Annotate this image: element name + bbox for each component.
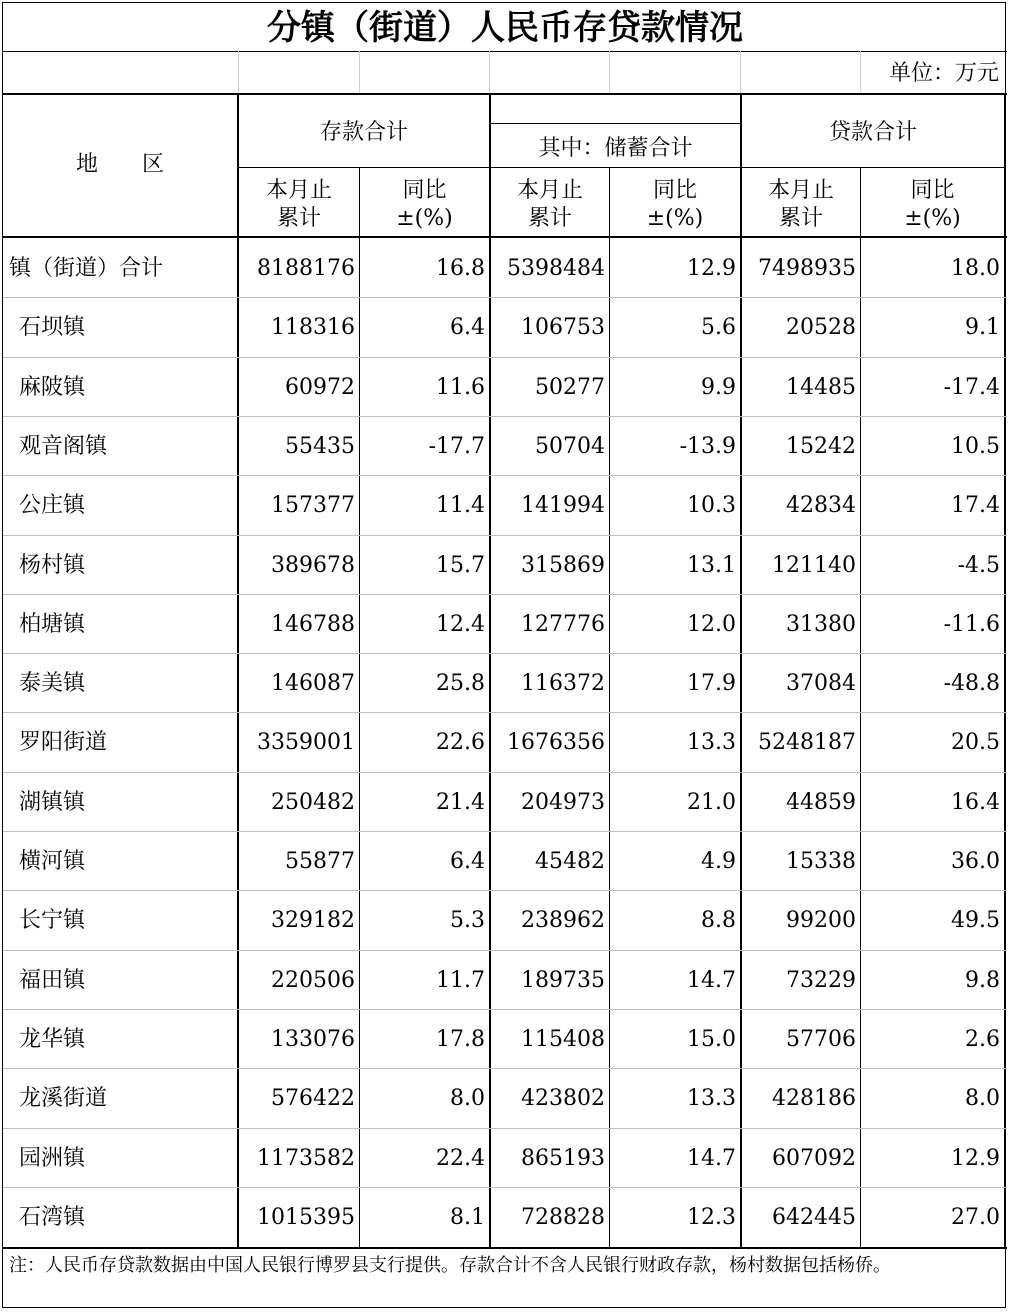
row-region-name: 麻陂镇 (19, 374, 86, 400)
table-cell: 4.9 (701, 849, 736, 874)
col-divider-right (1004, 93, 1006, 1247)
table-cell: 12.4 (436, 611, 485, 637)
table-cell: 121140 (772, 552, 856, 578)
row-region-name: 杨村镇 (19, 552, 86, 578)
table-cell: 220506 (271, 967, 355, 993)
row-region-name: 柏塘镇 (19, 611, 86, 637)
table-cell: 13.3 (687, 1086, 736, 1112)
table-cell: 17.4 (951, 493, 1000, 519)
table-cell: 5.3 (450, 908, 485, 934)
header-loan-cum: 本月止 累计 (767, 178, 834, 231)
rule-under-unit (3, 93, 1007, 95)
table-cell: 55435 (285, 433, 355, 459)
unit-row-divider (860, 51, 861, 93)
table-cell: 27.0 (951, 1204, 1000, 1230)
header-savings-cum: 本月止 累计 (516, 178, 583, 231)
table-cell: 9.1 (965, 315, 1000, 341)
table-cell: 12.9 (687, 256, 736, 281)
rule-under-headers (3, 236, 1007, 238)
table-cell: -48.8 (943, 671, 1000, 697)
table-cell: 8188176 (257, 256, 355, 281)
unit-row-divider (740, 51, 741, 93)
table-cell: 8.8 (701, 908, 736, 934)
table-cell: 157377 (271, 493, 355, 519)
row-region-name: 泰美镇 (19, 671, 86, 697)
unit-row-divider (238, 51, 239, 93)
table-cell: 118316 (271, 315, 355, 341)
table-cell: 18.0 (951, 256, 1000, 281)
table-cell: 73229 (786, 967, 856, 993)
row-region-name: 龙溪街道 (19, 1086, 108, 1112)
table-cell: 2.6 (965, 1026, 1000, 1052)
table-cell: 25.8 (436, 671, 485, 697)
table-cell: 146788 (271, 611, 355, 637)
table-cell: 1676356 (507, 730, 605, 756)
rule-savings-top (489, 123, 741, 124)
unit-label: 单位：万元 (888, 61, 999, 86)
table-cell: 607092 (772, 1145, 856, 1171)
table-cell: 12.0 (687, 611, 736, 637)
table-cell: 16.8 (436, 256, 485, 281)
table-cell: 106753 (521, 315, 605, 341)
table-cell: 22.6 (436, 730, 485, 756)
table-cell: 99200 (786, 908, 856, 934)
table-cell: 865193 (521, 1145, 605, 1171)
row-region-name: 石坝镇 (19, 315, 86, 341)
table-cell: 20528 (786, 315, 856, 341)
table-cell: 11.7 (436, 967, 485, 993)
row-region-name: 龙华镇 (19, 1026, 86, 1052)
footnote: 注：人民币存贷款数据由中国人民银行博罗县支行提供。存款合计不含人民银行财政存款，杨村数据包括杨侨。 (9, 1255, 891, 1276)
table-cell: 576422 (271, 1086, 355, 1112)
table-cell: 141994 (521, 493, 605, 519)
table-cell: 8.1 (450, 1204, 485, 1230)
header-savings-total: 其中：储蓄合计 (538, 136, 693, 161)
table-cell: 45482 (535, 849, 605, 874)
header-deposit-cum: 本月止 累计 (265, 178, 332, 231)
table-cell: -4.5 (957, 552, 1000, 578)
rule-above-note (3, 1247, 1007, 1249)
table-cell: 22.4 (436, 1145, 485, 1171)
table-cell: 17.8 (436, 1026, 485, 1052)
table-cell: 16.4 (951, 789, 1000, 815)
table-cell: 728828 (521, 1204, 605, 1230)
table-cell: 50277 (535, 374, 605, 400)
table-cell: 146087 (271, 671, 355, 697)
table-cell: 13.1 (687, 552, 736, 578)
table-cell: -17.4 (943, 374, 1000, 400)
table-cell: 204973 (521, 789, 605, 815)
rule-under-group-headers (238, 167, 1005, 168)
header-loan-total: 贷款合计 (828, 120, 917, 145)
table-cell: -13.9 (679, 433, 736, 459)
table-cell: 8.0 (965, 1086, 1000, 1112)
table-cell: 115408 (521, 1026, 605, 1052)
table-cell: 133076 (271, 1026, 355, 1052)
table-cell: 15.0 (687, 1026, 736, 1052)
table-cell: 428186 (772, 1086, 856, 1112)
header-savings-yoy: 同比 ±(%) (646, 178, 704, 231)
table-cell: 36.0 (951, 849, 1000, 874)
table-cell: 1015395 (257, 1204, 355, 1230)
table-cell: 6.4 (450, 315, 485, 341)
table-cell: 15.7 (436, 552, 485, 578)
table-cell: 60972 (285, 374, 355, 400)
table-cell: 42834 (786, 493, 856, 519)
row-region-name: 福田镇 (19, 967, 86, 993)
table-cell: 10.3 (687, 493, 736, 519)
rule-under-title (3, 51, 1007, 52)
header-loan-yoy: 同比 ±(%) (904, 178, 961, 231)
table-cell: 1173582 (257, 1145, 355, 1171)
table-cell: 8.0 (450, 1086, 485, 1112)
row-region-name: 横河镇 (19, 849, 86, 874)
table-cell: 49.5 (951, 908, 1000, 934)
table-cell: 329182 (271, 908, 355, 934)
table-cell: 44859 (786, 789, 856, 815)
table-cell: 315869 (521, 552, 605, 578)
table-cell: 9.8 (965, 967, 1000, 993)
table-cell: 12.3 (687, 1204, 736, 1230)
row-region-name: 公庄镇 (19, 493, 86, 519)
table-cell: 642445 (772, 1204, 856, 1230)
row-region-name: 园洲镇 (19, 1145, 86, 1171)
row-region-name: 长宁镇 (19, 908, 86, 934)
row-region-name: 湖镇镇 (19, 789, 86, 815)
table-cell: 9.9 (701, 374, 736, 400)
header-region: 地 区 (75, 152, 164, 177)
table-cell: 17.9 (687, 671, 736, 697)
table-cell: 21.0 (687, 789, 736, 815)
unit-row-divider (609, 51, 610, 93)
table-cell: 50704 (535, 433, 605, 459)
row-region-name: 观音阁镇 (19, 433, 108, 459)
table-cell: 15242 (786, 433, 856, 459)
table-cell: 116372 (521, 671, 605, 697)
row-region-name: 石湾镇 (19, 1204, 86, 1230)
row-region-name: 罗阳街道 (19, 730, 108, 756)
table-cell: 3359001 (257, 730, 355, 756)
table-cell: 13.3 (687, 730, 736, 756)
table-cell: 20.5 (951, 730, 1000, 756)
table-cell: 238962 (521, 908, 605, 934)
header-deposit-total: 存款合计 (319, 120, 408, 145)
table-cell: -17.7 (428, 433, 485, 459)
table-cell: 55877 (285, 849, 355, 874)
table-cell: 14485 (786, 374, 856, 400)
table-cell: 14.7 (687, 1145, 736, 1171)
table-cell: 11.4 (436, 493, 485, 519)
table-cell: -11.6 (943, 611, 1000, 637)
table-cell: 389678 (271, 552, 355, 578)
row-region-name: 镇（街道）合计 (9, 256, 164, 281)
table-cell: 37084 (786, 671, 856, 697)
table-cell: 21.4 (436, 789, 485, 815)
table-cell: 5248187 (758, 730, 856, 756)
table-cell: 12.9 (951, 1145, 1000, 1171)
table-frame (2, 2, 1006, 1308)
table-cell: 10.5 (951, 433, 1000, 459)
unit-row-divider (489, 51, 490, 93)
table-cell: 5398484 (507, 256, 605, 281)
table-cell: 5.6 (701, 315, 736, 341)
page-title: 分镇（街道）人民币存贷款情况 (267, 8, 743, 48)
table-cell: 57706 (786, 1026, 856, 1052)
table-cell: 423802 (521, 1086, 605, 1112)
table-cell: 15338 (786, 849, 856, 874)
table-cell: 7498935 (758, 256, 856, 281)
table-cell: 250482 (271, 789, 355, 815)
table-cell: 6.4 (450, 849, 485, 874)
table-cell: 11.6 (436, 374, 485, 400)
table-cell: 14.7 (687, 967, 736, 993)
table-cell: 127776 (521, 611, 605, 637)
unit-row-divider (359, 51, 360, 93)
table-cell: 189735 (521, 967, 605, 993)
table-cell: 31380 (786, 611, 856, 637)
header-deposit-yoy: 同比 ±(%) (396, 178, 453, 231)
